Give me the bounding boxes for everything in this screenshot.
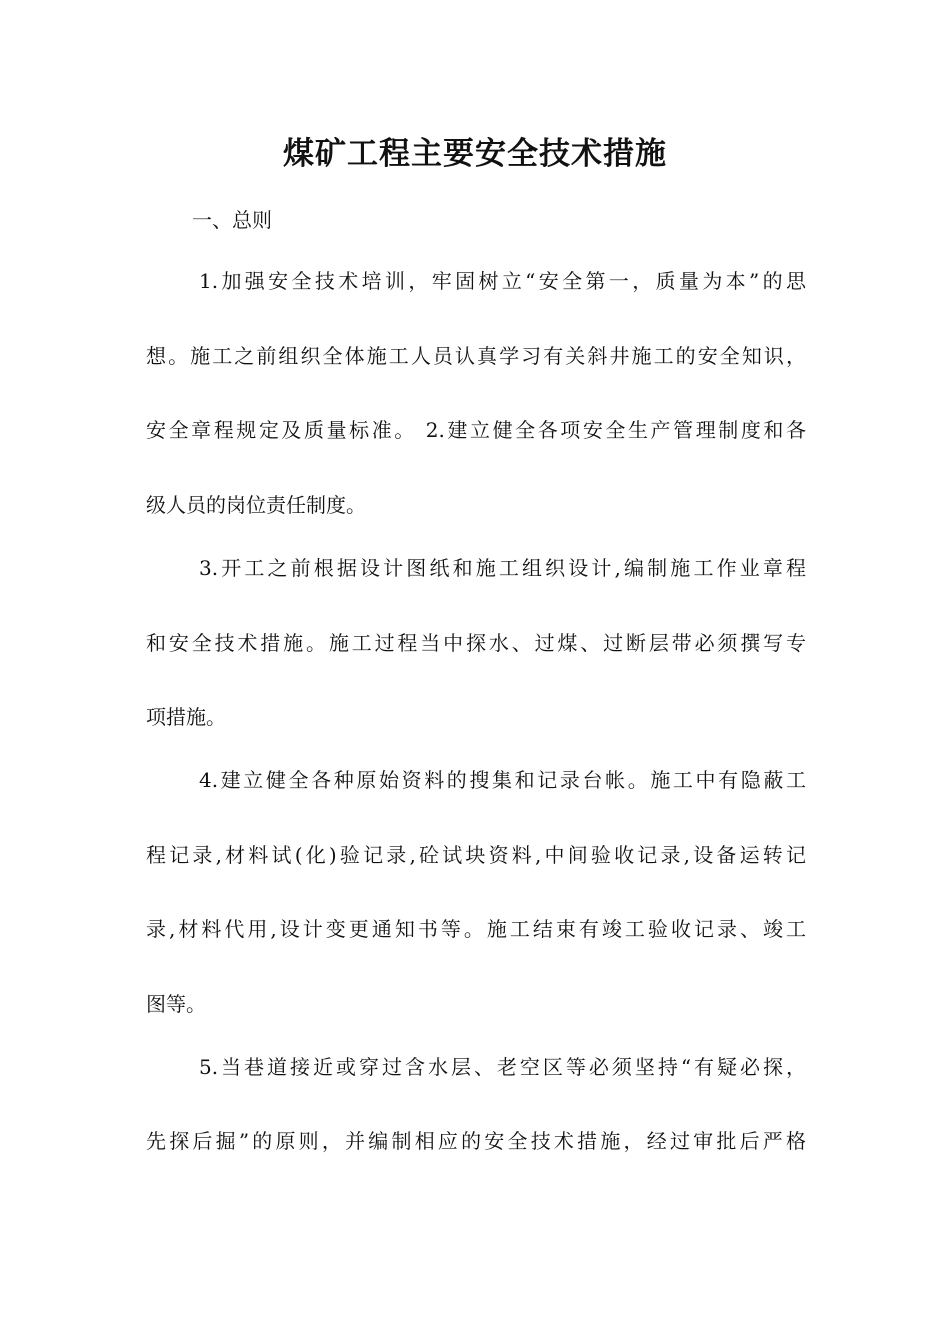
paragraph-3-line-1: 3.开工之前根据设计图纸和施工组织设计,编制施工作业章程 (199, 556, 806, 580)
section-heading: 一、总则 (192, 208, 272, 232)
paragraph-1-line-4: 级人员的岗位责任制度。 (146, 493, 366, 517)
paragraph-5-line-2: 先探后掘”的原则，并编制相应的安全技术措施，经过审批后严格 (146, 1129, 806, 1153)
paragraph-4-line-4: 图等。 (146, 992, 206, 1016)
document-title: 煤矿工程主要安全技术措施 (283, 136, 667, 172)
paragraph-3-line-2: 和安全技术措施。施工过程当中探水、过煤、过断层带必须撰写专 (146, 631, 806, 655)
paragraph-5-line-1: 5.当巷道接近或穿过含水层、老空区等必须坚持“有疑必探， (199, 1055, 806, 1079)
paragraph-4-line-1: 4.建立健全各种原始资料的搜集和记录台帐。施工中有隐蔽工 (199, 768, 806, 792)
paragraph-4-line-3: 录,材料代用,设计变更通知书等。施工结束有竣工验收记录、竣工 (146, 917, 806, 941)
paragraph-1-line-1: 1.加强安全技术培训，牢固树立“安全第一，质量为本”的思 (199, 269, 806, 293)
paragraph-1-line-2: 想。施工之前组织全体施工人员认真学习有关斜井施工的安全知识， (146, 344, 806, 368)
paragraph-4-line-2: 程记录,材料试(化)验记录,砼试块资料,中间验收记录,设备运转记 (146, 843, 806, 867)
paragraph-3-line-3: 项措施。 (146, 705, 226, 729)
paragraph-1-line-3: 安全章程规定及质量标准。 2.建立健全各项安全生产管理制度和各 (146, 418, 806, 442)
